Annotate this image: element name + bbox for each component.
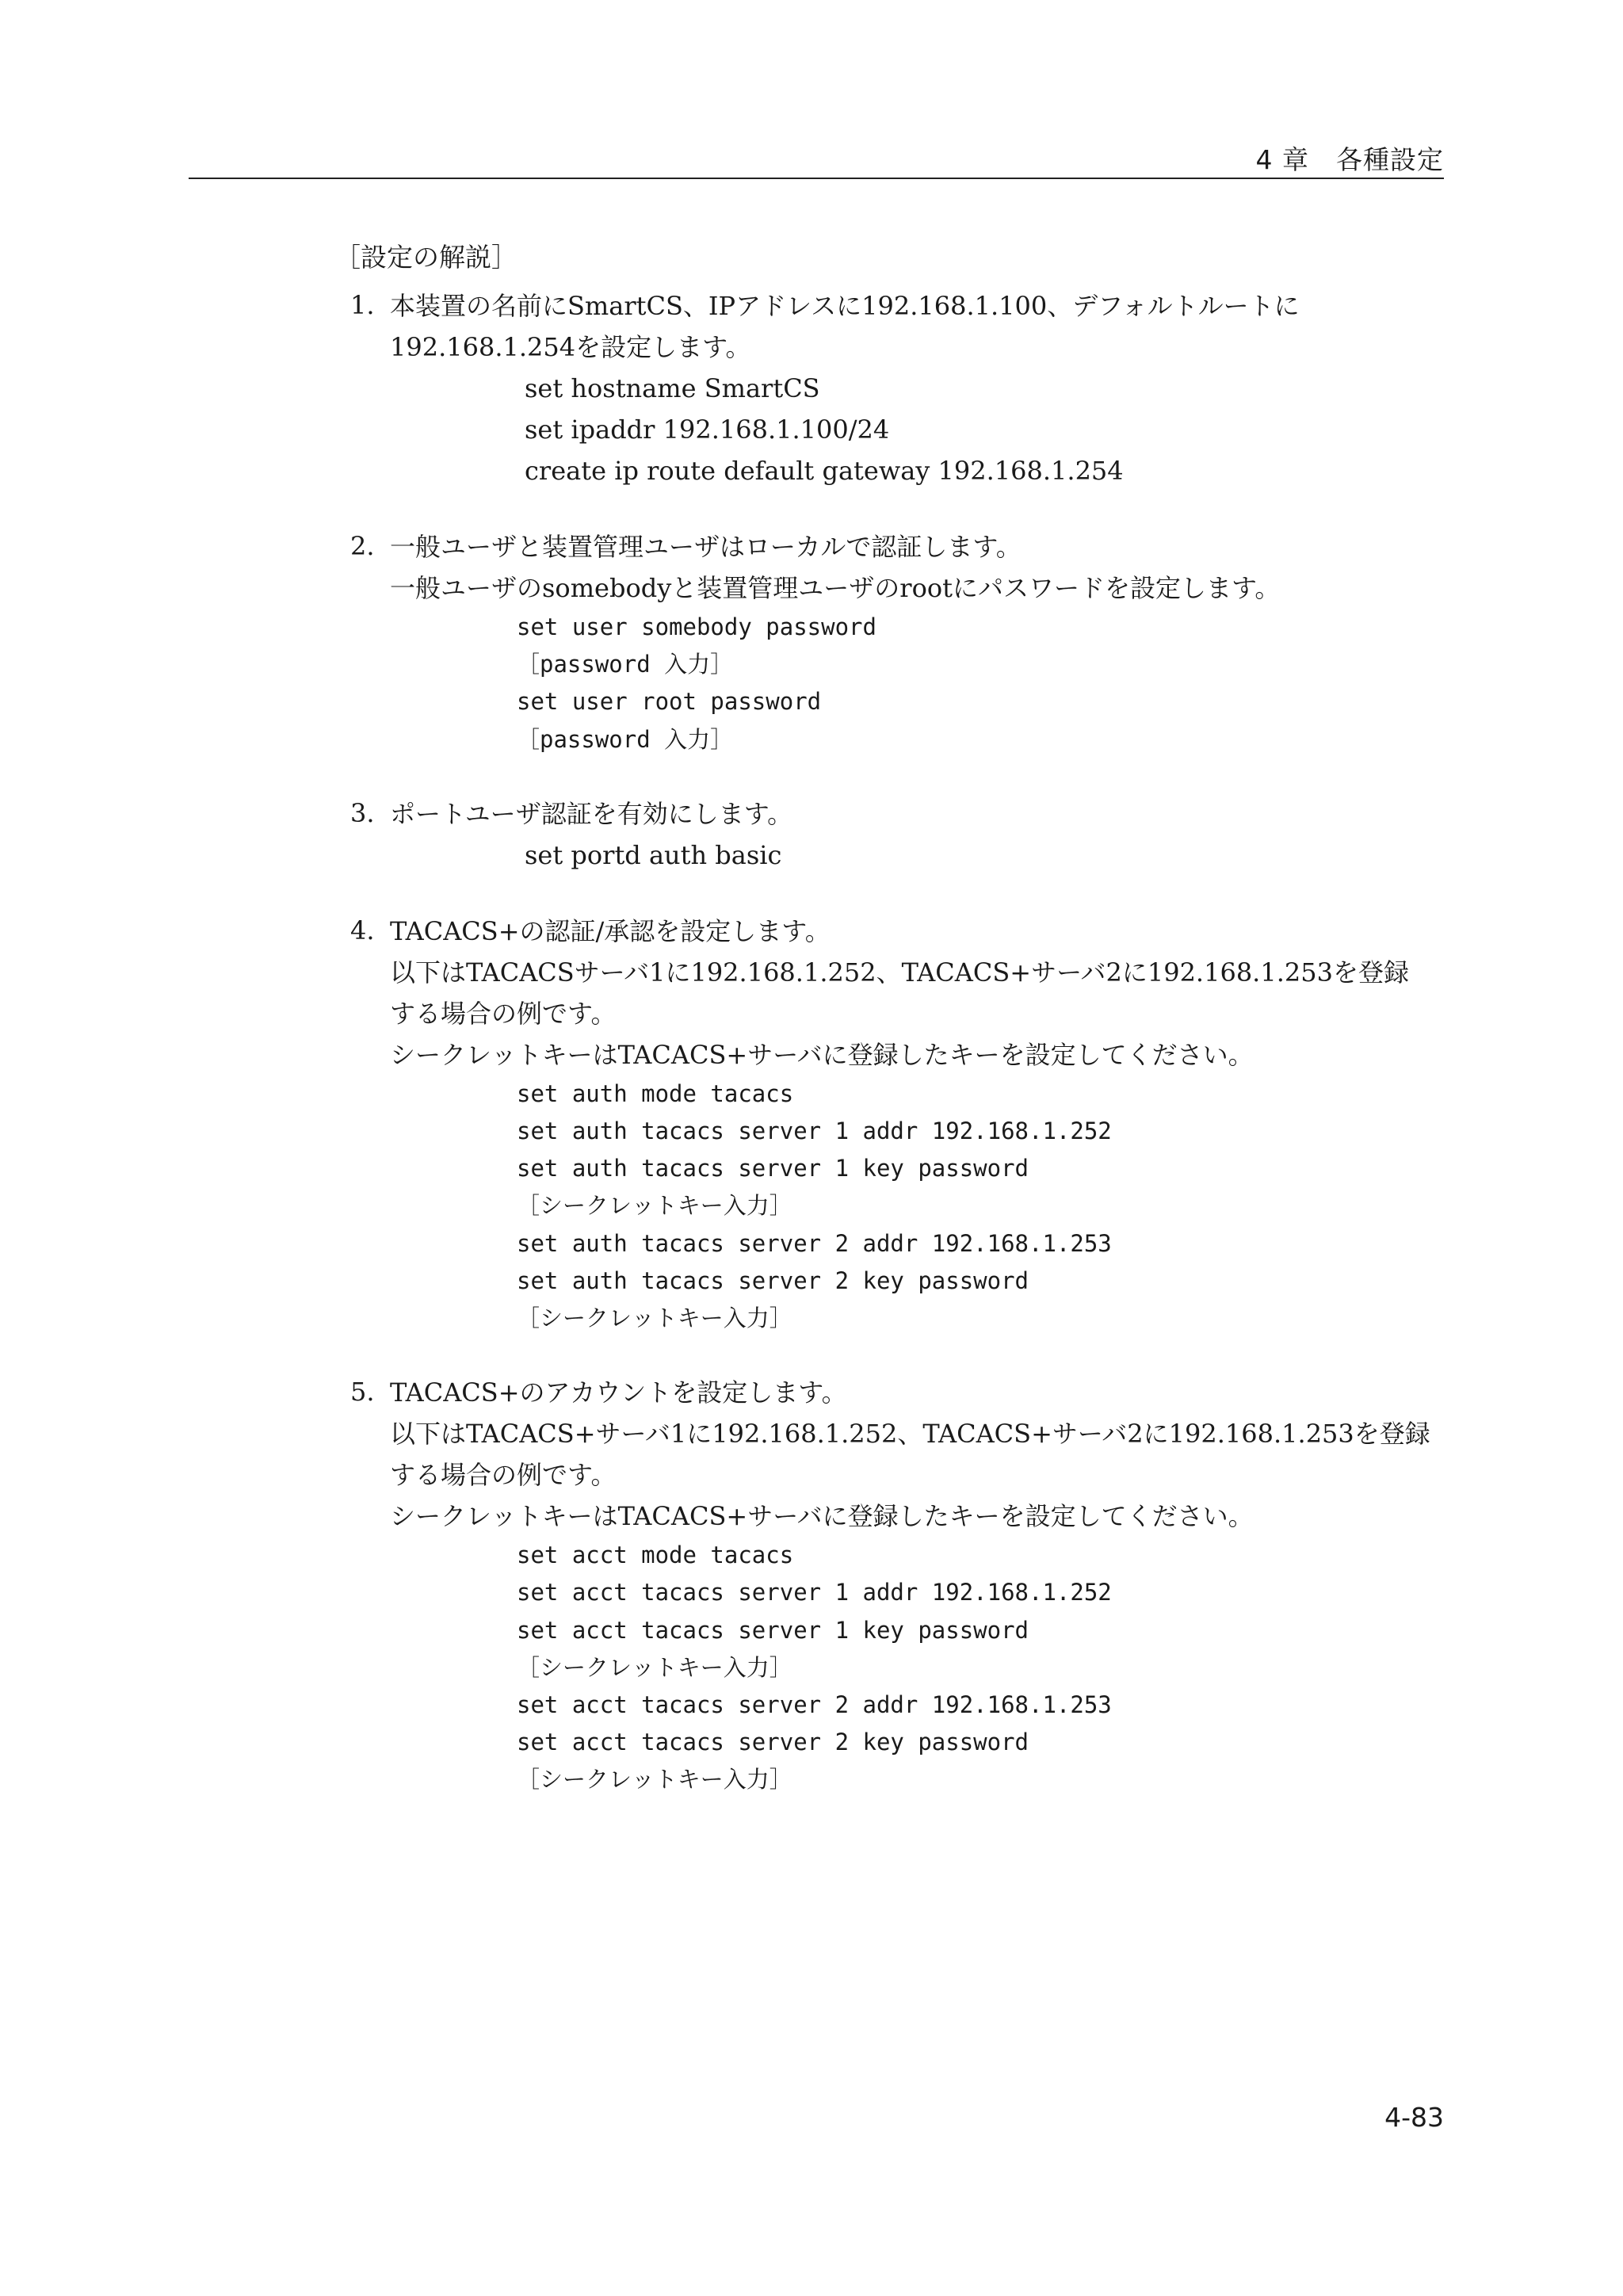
command-line: set auth tacacs server 1 key password [517,1155,1029,1182]
command-line: ［シークレットキー入力］ [517,1653,792,1681]
page-number: 4-83 [1384,2102,1444,2133]
header-divider [189,178,1444,179]
item-number: 1. [350,290,375,320]
item-text: 以下はTACACS+サーバ1に192.168.1.252、TACACS+サーバ2に192.168.1.253を登録 [390,1419,1430,1450]
command-line: set ipaddr 192.168.1.100/24 [525,415,890,445]
item-text: シークレットキーはTACACS+サーバに登録したキーを設定してください。 [390,1039,1254,1070]
item-body [390,911,1444,1337]
item-number: 2. [350,531,375,561]
command-line: set hostname SmartCS [525,373,820,403]
command-line: set auth tacacs server 2 key password [517,1266,1029,1294]
item-text: シークレットキーはTACACS+サーバに登録したキーを設定してください。 [390,1501,1254,1532]
item-text: 一般ユーザと装置管理ユーザはローカルで認証します。 [390,532,1022,562]
item-text: TACACS+の認証/承認を設定します。 [390,915,831,946]
command-line: set auth tacacs server 2 addr 192.168.1.253 [517,1229,1112,1257]
command-line: ［password 入力］ [517,725,734,753]
command-line: create ip route default gateway 192.168.1.254 [525,456,1124,486]
list-item-4 [334,911,1444,1337]
item-number: 3. [350,797,375,828]
command-line: ［シークレットキー入力］ [517,1305,792,1332]
command-line: set auth tacacs server 1 addr 192.168.1.252 [517,1117,1112,1145]
list-item-5 [334,1372,1444,1798]
item-text: 本装置の名前にSmartCS、IPアドレスに192.168.1.100、デフォルトルートに [390,291,1300,321]
item-number: 4. [350,915,375,946]
command-line: set user root password [517,688,822,716]
item-text: する場合の例です。 [390,998,617,1029]
item-text: 以下はTACACSサーバ1に192.168.1.252、TACACS+サーバ2に192.168.1.253を登録 [390,957,1409,988]
item-body [390,526,1444,758]
command-line: set acct tacacs server 1 key password [517,1616,1029,1644]
command-line: set acct tacacs server 2 key password [517,1729,1029,1756]
command-line: set user somebody password [517,613,876,640]
item-text: ポートユーザ認証を有効にします。 [390,798,793,829]
command-line: ［シークレットキー入力］ [517,1766,792,1794]
command-line: set auth mode tacacs [517,1079,794,1107]
item-text: TACACS+のアカウントを設定します。 [390,1377,847,1408]
item-text: 192.168.1.254を設定します。 [390,332,751,362]
command-line: ［シークレットキー入力］ [517,1192,792,1220]
item-body [390,793,1444,876]
list-item-1 [334,285,1444,491]
chapter-header: 4 章 各種設定 [1255,144,1444,175]
command-line: set acct tacacs server 2 addr 192.168.1.253 [517,1691,1112,1719]
item-body [390,1372,1444,1798]
item-text: する場合の例です。 [390,1460,617,1491]
document-body [334,239,1444,1834]
command-line: ［password 入力］ [517,651,734,678]
item-number: 5. [350,1377,375,1408]
list-item-3 [334,793,1444,876]
list-item-2 [334,526,1444,758]
item-body [390,285,1444,491]
section-heading: ［設定の解説］ [334,242,517,273]
command-line: set portd auth basic [525,839,782,870]
command-line: set acct tacacs server 1 addr 192.168.1.252 [517,1579,1112,1606]
command-line: set acct mode tacacs [517,1541,794,1569]
item-text: 一般ユーザのsomebodyと装置管理ユーザのrootにパスワードを設定します。 [390,573,1281,603]
